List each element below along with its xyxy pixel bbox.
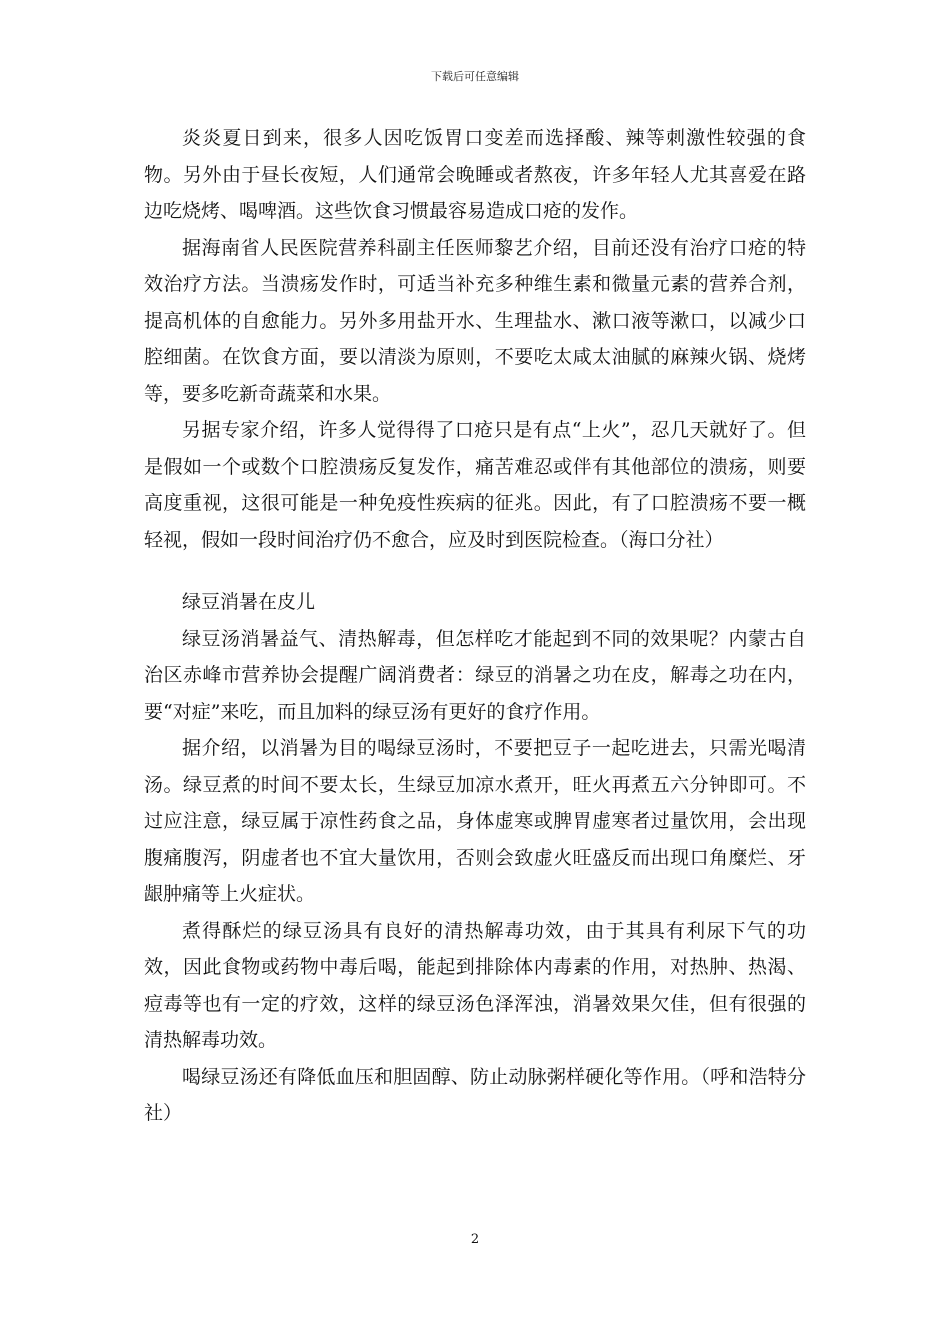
section-paragraph: 喝绿豆汤还有降低血压和胆固醇、防止动脉粥样硬化等作用。（呼和浩特分社） [144, 1065, 806, 1124]
article-paragraph: 据海南省人民医院营养科副主任医师黎艺介绍，目前还没有治疗口疮的特效治疗方法。当溃疡发作时，可适当补充多种维生素和微量元素的营养合剂，提高机体的自愈能力。另外多用盐开水、生理盐水、漱口液等漱口，以减少口腔细菌。在饮食方面，要以清淡为原则，不要吃太咸太油腻的麻辣火锅、烧烤等，要多吃新奇蔬菜和水果。 [144, 236, 806, 405]
section-paragraph: 煮得酥烂的绿豆汤具有良好的清热解毒功效，由于其具有利尿下气的功效，因此食物或药物中毒后喝，能起到排除体内毒素的作用，对热肿、热渴、痘毒等也有一定的疗效，这样的绿豆汤色泽浑浊，消暑效果欠佳，但有很强的清热解毒功效。 [144, 919, 806, 1051]
section-title: 绿豆消暑在皮儿 [182, 591, 316, 613]
document-body [144, 120, 806, 1132]
page-number: 2 [470, 1232, 480, 1247]
section-paragraph: 据介绍，以消暑为目的喝绿豆汤时，不要把豆子一起吃进去，只需光喝清汤。绿豆煮的时间不要太长，生绿豆加凉水煮开，旺火再煮五六分钟即可。不过应注意，绿豆属于凉性药食之品，身体虚寒或脾胃虚寒者过量饮用，会出现腹痛腹泻，阴虚者也不宜大量饮用，否则会致虚火旺盛反而出现口角糜烂、牙龈肿痛等上火症状。 [144, 737, 806, 905]
article-paragraph: 炎炎夏日到来，很多人因吃饭胃口变差而选择酸、辣等刺激性较强的食物。另外由于昼长夜短，人们通常会晚睡或者熬夜，许多年轻人尤其喜爱在路边吃烧烤、喝啤酒。这些饮食习惯最容易造成口疮的发作。 [144, 127, 806, 222]
article-paragraph: 另据专家介绍，许多人觉得得了口疮只是有点“上火”，忍几天就好了。但是假如一个或数个口腔溃疡反复发作，痛苦难忍或伴有其他部位的溃疡，则要高度重视，这很可能是一种免疫性疾病的征兆。因此，有了口腔溃疡不要一概轻视，假如一段时间治疗仍不愈合，应及时到医院检查。（海口分社） [144, 419, 806, 551]
section-paragraph: 绿豆汤消暑益气、清热解毒，但怎样吃才能起到不同的效果呢？内蒙古自治区赤峰市营养协会提醒广阔消费者：绿豆的消暑之功在皮，解毒之功在内，要“对症”来吃，而且加料的绿豆汤有更好的食疗作用。 [144, 627, 806, 723]
header-note: 下载后可任意编辑 [431, 70, 519, 83]
